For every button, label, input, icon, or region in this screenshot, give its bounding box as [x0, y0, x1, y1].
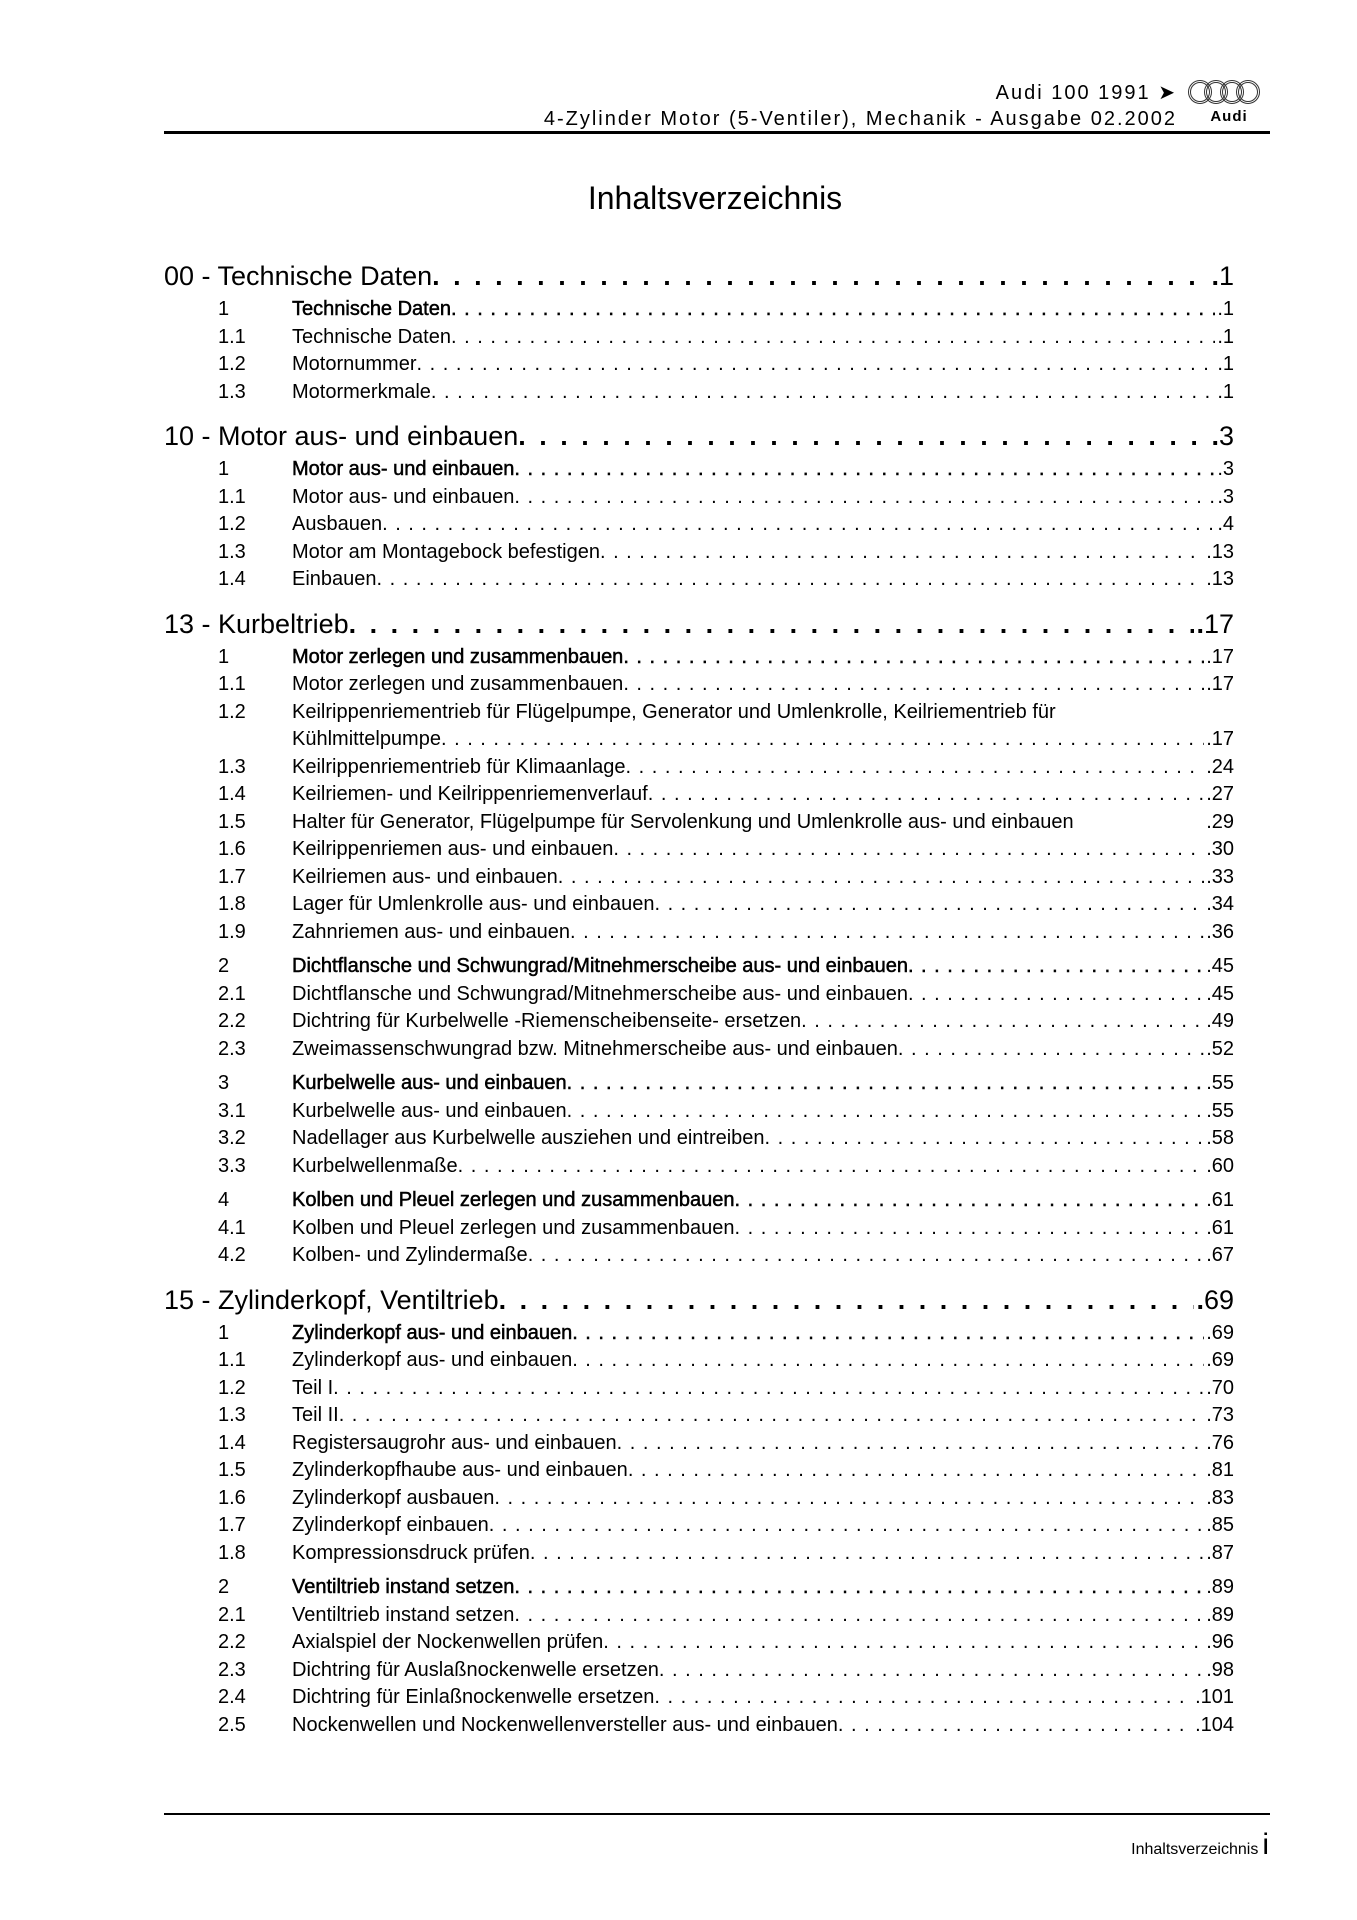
chapter-page: . 1: [1209, 258, 1234, 294]
toc-subsection[interactable]: [164, 1347, 1234, 1375]
chapter-title[interactable]: 13 - Kurbeltrieb . . .: [164, 609, 349, 639]
toc-subsection[interactable]: [164, 1402, 1234, 1430]
entry-content: [292, 1485, 1234, 1513]
entry-page: . 27: [1204, 781, 1234, 809]
toc-subsection[interactable]: [164, 1008, 1234, 1036]
entry-content: [292, 981, 1234, 1009]
entry-page: . 36: [1204, 919, 1234, 947]
entry-content: [292, 1684, 1234, 1712]
entry-content: [292, 891, 1234, 919]
entry-title[interactable]: Dichtflansche und Schwungrad/Mitnehmerscheibe aus- und einbauen . . .: [292, 983, 908, 1005]
entry-number: 1.2: [218, 700, 246, 723]
entry-number: 1.1: [218, 1349, 246, 1371]
entry-content: [292, 1402, 1234, 1430]
entry-page: . 52: [1204, 1036, 1234, 1064]
entry-page: . 81: [1204, 1457, 1234, 1485]
entry-title[interactable]: Kolben und Pleuel zerlegen und zusammenbauen . . .: [292, 1217, 735, 1239]
entry-content: [292, 1153, 1234, 1181]
footer-divider: [164, 1813, 1270, 1815]
toc-subsection[interactable]: [164, 864, 1234, 892]
entry-page: . 1: [1215, 324, 1234, 352]
entry-number: 4.2: [218, 1244, 246, 1266]
entry-title[interactable]: Kurbelwelle aus- und einbauen . . .: [292, 1100, 567, 1122]
entry-content: [164, 258, 1234, 294]
toc-section[interactable]: [164, 296, 1234, 324]
toc-chapter[interactable]: [164, 606, 1234, 642]
toc-subsection[interactable]: [164, 836, 1234, 864]
entry-page: . 67: [1204, 1242, 1234, 1270]
toc-section[interactable]: [164, 1187, 1234, 1215]
toc-section[interactable]: [164, 456, 1234, 484]
entry-number: 1.7: [218, 1514, 246, 1536]
entry-number: 2.1: [218, 1603, 246, 1626]
toc-section[interactable]: [164, 1320, 1234, 1348]
entry-page: . 3: [1215, 484, 1234, 512]
entry-title[interactable]: Zylinderkopf aus- und einbauen . . .: [292, 1349, 572, 1371]
entry-page: . 73: [1204, 1402, 1234, 1430]
entry-content: [164, 418, 1234, 454]
entry-page: . 13: [1204, 566, 1234, 594]
entry-title[interactable]: Axialspiel der Nockenwellen prüfen . . .: [292, 1631, 603, 1653]
entry-content: [292, 809, 1234, 837]
entry-content: [292, 484, 1234, 512]
entry-number: 2.4: [218, 1686, 246, 1708]
table-of-contents: [164, 258, 1234, 1739]
entry-number: 1.3: [218, 755, 246, 778]
entry-page: . 61: [1204, 1187, 1234, 1215]
toc-subsection[interactable]: [164, 1512, 1234, 1540]
toc-subsection[interactable]: [164, 1602, 1234, 1630]
entry-number: 1.4: [218, 568, 246, 590]
header-vehicle: Audi 100 1991 ➤: [995, 82, 1177, 104]
entry-content: [292, 1540, 1234, 1568]
entry-page: . 34: [1204, 891, 1234, 919]
entry-title[interactable]: Dichtring für Auslaßnockenwelle ersetzen . . .: [292, 1659, 659, 1681]
toc-chapter[interactable]: [164, 418, 1234, 454]
entry-number: 1: [218, 645, 230, 668]
entry-number: 4.1: [218, 1216, 246, 1239]
entry-title[interactable]: Motornummer . . .: [292, 353, 416, 375]
toc-subsection[interactable]: [164, 1540, 1234, 1568]
entry-number: 1.4: [218, 783, 246, 805]
entry-content: [292, 1008, 1234, 1036]
toc-section[interactable]: [164, 1070, 1234, 1098]
entry-content: [292, 1098, 1234, 1126]
entry-title[interactable]: Keilriemen- und Keilrippenriemenverlauf . . .: [292, 783, 648, 805]
entry-number: 1: [218, 458, 230, 480]
header-divider: [164, 131, 1270, 134]
entry-number: 1.2: [218, 513, 246, 535]
entry-page: . 55: [1204, 1070, 1234, 1098]
entry-number: 1.6: [218, 1486, 246, 1509]
toc-subsection[interactable]: [164, 566, 1234, 594]
entry-title[interactable]: Lager für Umlenkrolle aus- und einbauen . . .: [292, 893, 654, 915]
entry-number: 1.1: [218, 485, 246, 508]
toc-subsection[interactable]: [164, 1036, 1234, 1064]
toc-subsection[interactable]: [164, 1485, 1234, 1513]
entry-title[interactable]: Zylinderkopf einbauen . . .: [292, 1514, 489, 1536]
audi-rings-icon: [1188, 80, 1272, 104]
entry-title[interactable]: Zylinderkopf ausbauen . . .: [292, 1487, 494, 1509]
entry-page: . 101: [1193, 1684, 1234, 1712]
entry-number: 1.8: [218, 893, 246, 915]
entry-number: 2: [218, 955, 230, 977]
entry-content: [292, 953, 1234, 981]
toc-subsection[interactable]: [164, 511, 1234, 539]
entry-title[interactable]: Halter für Generator, Flügelpumpe für Servolenkung und Umlenkrolle aus- und einbauen . . .: [292, 811, 1074, 833]
entry-content: [292, 296, 1234, 324]
entry-page: . 45: [1204, 981, 1234, 1009]
entry-page: . 85: [1204, 1512, 1234, 1540]
entry-title[interactable]: Teil II . . .: [292, 1404, 339, 1426]
entry-content: [292, 754, 1234, 782]
entry-number: 3.3: [218, 1154, 246, 1177]
toc-section[interactable]: [164, 644, 1234, 672]
entry-number: 2.2: [218, 1010, 246, 1032]
entry-content: [292, 919, 1234, 947]
entry-title[interactable]: Motor aus- und einbauen . . .: [292, 486, 514, 508]
audi-logo: [1188, 80, 1272, 130]
entry-page: . 45: [1204, 953, 1234, 981]
toc-subsection[interactable]: [164, 1684, 1234, 1712]
entry-number: 1.2: [218, 1376, 246, 1399]
entry-title[interactable]: Keilrippenriemen aus- und einbauen . . .: [292, 838, 613, 860]
entry-page: . 96: [1204, 1629, 1234, 1657]
entry-title[interactable]: Kompressionsdruck prüfen . . .: [292, 1542, 530, 1564]
entry-page: . 30: [1204, 836, 1234, 864]
entry-number: 1.3: [218, 1404, 246, 1426]
entry-content: [292, 836, 1234, 864]
toc-subsection[interactable]: [164, 1712, 1234, 1740]
toc-subsection[interactable]: [164, 671, 1234, 699]
chapter-title[interactable]: 15 - Zylinderkopf, Ventiltrieb . . .: [164, 1285, 499, 1315]
entry-title[interactable]: Motor am Montagebock befestigen . . .: [292, 541, 600, 563]
entry-content: [292, 1574, 1234, 1602]
entry-title[interactable]: Einbauen . . .: [292, 568, 377, 590]
entry-page: . 17: [1204, 726, 1234, 754]
entry-content: [292, 1320, 1234, 1348]
entry-page: . 4: [1215, 511, 1234, 539]
entry-page: . 49: [1204, 1008, 1234, 1036]
entry-title[interactable]: Motor aus- und einbauen . . .: [292, 458, 514, 480]
entry-content: [292, 456, 1234, 484]
entry-content: [292, 781, 1234, 809]
entry-page: . 61: [1204, 1215, 1234, 1243]
entry-title[interactable]: Zylinderkopfhaube aus- und einbauen . . .: [292, 1459, 628, 1481]
toc-subsection[interactable]: [164, 1375, 1234, 1403]
entry-number: 4: [218, 1189, 230, 1211]
toc-subsection[interactable]: [164, 1457, 1234, 1485]
entry-title[interactable]: Dichtring für Kurbelwelle -Riemenscheibenseite- ersetzen . . .: [292, 1010, 801, 1032]
entry-title[interactable]: Technische Daten . . .: [292, 326, 451, 348]
entry-page: . 13: [1204, 539, 1234, 567]
entry-page: . 55: [1204, 1098, 1234, 1126]
entry-title[interactable]: Motor zerlegen und zusammenbauen . . .: [292, 673, 623, 695]
entry-page: . 69: [1204, 1320, 1234, 1348]
toc-subsection[interactable]: [164, 981, 1234, 1009]
toc-section[interactable]: [164, 953, 1234, 981]
entry-number: 1.4: [218, 1431, 246, 1454]
entry-content: [292, 1657, 1234, 1685]
toc-subsection[interactable]: [164, 351, 1234, 379]
entry-content: [292, 671, 1234, 699]
entry-page: . 1: [1215, 296, 1234, 324]
entry-title[interactable]: Kolben- und Zylindermaße . . .: [292, 1244, 528, 1266]
entry-title[interactable]: Keilriemen aus- und einbauen . . .: [292, 866, 558, 888]
toc-subsection[interactable]: [164, 1629, 1234, 1657]
entry-page: . 83: [1204, 1485, 1234, 1513]
entry-number: 1.5: [218, 1459, 246, 1481]
entry-title[interactable]: Keilrippenriementrieb für Klimaanlage . . .: [292, 756, 626, 778]
entry-title[interactable]: Zylinderkopf aus- und einbauen . . .: [292, 1322, 572, 1344]
entry-content: [292, 1602, 1234, 1630]
toc-chapter[interactable]: [164, 258, 1234, 294]
entry-title[interactable]: Ventiltrieb instand setzen . . .: [292, 1604, 514, 1626]
entry-page: . 104: [1193, 1712, 1234, 1740]
entry-title[interactable]: Teil I . . .: [292, 1377, 333, 1399]
entry-page: . 17: [1204, 671, 1234, 699]
entry-page: . 3: [1215, 456, 1234, 484]
entry-title[interactable]: Keilrippenriementrieb für Flügelpumpe, Generator und Umlenkrolle, Keilriementrieb für Kühlmittelpumpe . . .: [292, 701, 1056, 751]
entry-content: [292, 1187, 1234, 1215]
entry-number: 3: [218, 1072, 230, 1094]
entry-number: 2.2: [218, 1631, 246, 1653]
toc-subsection[interactable]: [164, 1098, 1234, 1126]
entry-page: . 70: [1204, 1375, 1234, 1403]
entry-title[interactable]: Kurbelwelle aus- und einbauen . . .: [292, 1072, 567, 1094]
entry-title[interactable]: Dichtflansche und Schwungrad/Mitnehmerscheibe aus- und einbauen . . .: [292, 955, 908, 977]
entry-page: . 29: [1204, 809, 1234, 837]
entry-number: 1.6: [218, 838, 246, 860]
entry-number: 2.3: [218, 1658, 246, 1681]
chapter-page: . 69: [1194, 1282, 1234, 1318]
toc-subsection[interactable]: [164, 324, 1234, 352]
toc-subsection[interactable]: [164, 1153, 1234, 1181]
toc-chapter[interactable]: [164, 1282, 1234, 1318]
entry-number: 2.1: [218, 982, 246, 1005]
entry-number: 1.5: [218, 810, 246, 833]
entry-content: [164, 1282, 1234, 1318]
entry-title[interactable]: Registersaugrohr aus- und einbauen . . .: [292, 1432, 617, 1454]
entry-number: 2: [218, 1576, 230, 1598]
entry-content: [292, 324, 1234, 352]
entry-number: 1.8: [218, 1541, 246, 1564]
entry-content: [292, 566, 1234, 594]
entry-number: 2.5: [218, 1713, 246, 1736]
entry-title[interactable]: Nadellager aus Kurbelwelle ausziehen und eintreiben . . .: [292, 1127, 765, 1149]
toc-subsection[interactable]: [164, 1215, 1234, 1243]
footer-page-number: i: [1262, 1828, 1269, 1861]
entry-number: 1.9: [218, 920, 246, 943]
entry-content: [292, 644, 1234, 672]
entry-number: 1.1: [218, 325, 246, 348]
entry-page: . 89: [1204, 1574, 1234, 1602]
toc-subsection[interactable]: [164, 539, 1234, 567]
toc-subsection[interactable]: [164, 1657, 1234, 1685]
entry-page: . 17: [1204, 644, 1234, 672]
toc-section[interactable]: [164, 1574, 1234, 1602]
entry-title[interactable]: Motor zerlegen und zusammenbauen . . .: [292, 646, 623, 668]
entry-page: . 33: [1204, 864, 1234, 892]
header-manual-title: 4-Zylinder Motor (5-Ventiler), Mechanik - Ausgabe 02.2002: [543, 108, 1177, 130]
entry-page: . 1: [1215, 351, 1234, 379]
entry-number: 1.3: [218, 540, 246, 563]
entry-content: [292, 699, 1234, 754]
entry-content: [292, 864, 1234, 892]
entry-page: . 98: [1204, 1657, 1234, 1685]
entry-title[interactable]: Ventiltrieb instand setzen . . .: [292, 1576, 514, 1598]
entry-content: [292, 1629, 1234, 1657]
entry-title[interactable]: Nockenwellen und Nockenwellenversteller aus- und einbauen . . .: [292, 1714, 838, 1736]
entry-number: 1: [218, 1321, 230, 1344]
entry-page: . 69: [1204, 1347, 1234, 1375]
toc-subsection[interactable]: [164, 891, 1234, 919]
entry-page: . 76: [1204, 1430, 1234, 1458]
toc-subsection[interactable]: [164, 484, 1234, 512]
entry-number: 1.7: [218, 865, 246, 888]
entry-content: [164, 606, 1234, 642]
entry-title[interactable]: Dichtring für Einlaßnockenwelle ersetzen . . .: [292, 1686, 654, 1708]
entry-title[interactable]: Kolben und Pleuel zerlegen und zusammenbauen . . .: [292, 1189, 735, 1211]
entry-number: 1.1: [218, 673, 246, 695]
chapter-title[interactable]: 10 - Motor aus- und einbauen . . .: [164, 421, 518, 451]
entry-content: [292, 511, 1234, 539]
toc-subsection[interactable]: [164, 919, 1234, 947]
entry-page: . 1: [1215, 379, 1234, 407]
entry-content: [292, 1430, 1234, 1458]
toc-subsection[interactable]: [164, 1430, 1234, 1458]
toc-subsection[interactable]: [164, 1125, 1234, 1153]
toc-subsection[interactable]: [164, 754, 1234, 782]
entry-title[interactable]: Ausbauen . . .: [292, 513, 382, 535]
toc-subsection[interactable]: [164, 379, 1234, 407]
entry-number: 1.3: [218, 380, 246, 403]
entry-title[interactable]: Technische Daten . . .: [292, 298, 451, 320]
entry-page: . 24: [1204, 754, 1234, 782]
toc-subsection[interactable]: [164, 781, 1234, 809]
entry-content: [292, 351, 1234, 379]
entry-content: [292, 1215, 1234, 1243]
entry-content: [292, 1375, 1234, 1403]
entry-number: 1: [218, 298, 230, 320]
entry-number: 3.1: [218, 1099, 246, 1122]
footer-label: Inhaltsverzeichnis: [1131, 1841, 1259, 1858]
entry-number: 3.2: [218, 1127, 246, 1149]
entry-page: . 87: [1204, 1540, 1234, 1568]
footer: [1131, 1828, 1269, 1862]
toc-subsection[interactable]: [164, 1242, 1234, 1270]
entry-content: [292, 1242, 1234, 1270]
page-title: Inhaltsverzeichnis: [587, 180, 843, 216]
entry-content: [292, 1036, 1234, 1064]
entry-page: . 58: [1204, 1125, 1234, 1153]
chapter-page: . 3: [1209, 418, 1234, 454]
entry-number: 2.3: [218, 1037, 246, 1060]
entry-content: [292, 1347, 1234, 1375]
entry-content: [292, 539, 1234, 567]
entry-content: [292, 379, 1234, 407]
entry-content: [292, 1512, 1234, 1540]
entry-page: . 60: [1204, 1153, 1234, 1181]
chapter-title[interactable]: 00 - Technische Daten . . .: [164, 261, 432, 291]
toc-subsection[interactable]: [164, 699, 1234, 754]
logo-wordmark: Audi: [1210, 108, 1248, 125]
entry-title[interactable]: Zahnriemen aus- und einbauen . . .: [292, 921, 570, 943]
entry-number: 1.2: [218, 353, 246, 375]
toc-subsection[interactable]: [164, 809, 1234, 837]
entry-title[interactable]: Zweimassenschwungrad bzw. Mitnehmerscheibe aus- und einbauen . . .: [292, 1038, 898, 1060]
entry-content: [292, 1457, 1234, 1485]
entry-content: [292, 1070, 1234, 1098]
chapter-page: . 17: [1194, 606, 1234, 642]
entry-content: [292, 1125, 1234, 1153]
entry-page: . 89: [1204, 1602, 1234, 1630]
entry-title[interactable]: Motormerkmale . . .: [292, 381, 431, 403]
entry-title[interactable]: Kurbelwellenmaße . . .: [292, 1155, 458, 1177]
entry-content: [292, 1712, 1234, 1740]
